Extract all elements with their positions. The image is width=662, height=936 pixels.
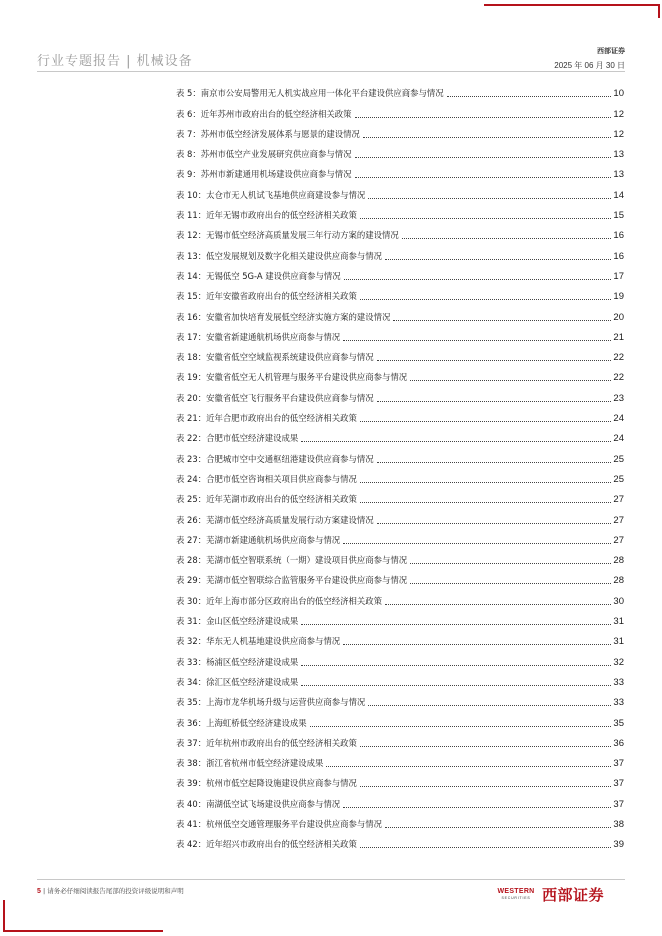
- toc-leader-dots: [355, 157, 612, 158]
- header-divider: [37, 71, 625, 72]
- toc-leader-dots: [447, 96, 612, 97]
- toc-entry-label: 表 35：上海市龙华机场升级与运营供应商参与情况: [176, 697, 366, 708]
- toc-entry-page: 33: [613, 676, 624, 688]
- report-date: 2025 年 06 月 30 日: [554, 61, 625, 70]
- toc-entry-page: 13: [613, 149, 624, 161]
- toc-entry-label: 表 9：苏州市新建通用机场建设供应商参与情况: [176, 169, 352, 180]
- toc-leader-dots: [385, 259, 611, 260]
- toc-entry[interactable]: [176, 505, 624, 525]
- toc-entry[interactable]: [176, 363, 624, 383]
- toc-entry[interactable]: [176, 668, 624, 688]
- toc-entry[interactable]: [176, 120, 624, 140]
- toc-entry[interactable]: [176, 729, 624, 749]
- toc-entry-label: 表 13：低空发展规划及数字化相关建设供应商参与情况: [176, 250, 382, 261]
- toc-leader-dots: [343, 543, 611, 544]
- toc-entry-page: 37: [613, 758, 624, 770]
- footer: [37, 886, 184, 895]
- header-brand: 西部证券: [597, 48, 625, 55]
- toc-entry[interactable]: [176, 241, 624, 261]
- footer-divider: [37, 879, 625, 880]
- table-of-contents: [176, 79, 624, 850]
- logo-english: WESTERN: [497, 887, 535, 895]
- toc-leader-dots: [363, 137, 612, 138]
- toc-entry-label: 表 30：近年上海市部分区政府出台的低空经济相关政策: [176, 595, 382, 606]
- toc-entry-page: 25: [613, 473, 624, 485]
- toc-entry[interactable]: [176, 830, 624, 850]
- toc-leader-dots: [410, 563, 611, 564]
- toc-entry-label: 表 7：苏州市低空经济发展体系与愿景的建设情况: [176, 128, 360, 139]
- toc-entry[interactable]: [176, 485, 624, 505]
- toc-entry-page: 28: [613, 575, 624, 587]
- toc-entry-page: 16: [613, 250, 624, 262]
- report-category: 行业专题报告 | 机械设备: [37, 54, 193, 69]
- toc-entry[interactable]: [176, 789, 624, 809]
- toc-leader-dots: [360, 502, 612, 503]
- toc-entry-page: 35: [613, 717, 624, 729]
- toc-entry[interactable]: [176, 383, 624, 403]
- toc-entry[interactable]: [176, 444, 624, 464]
- toc-entry-page: 37: [613, 798, 624, 810]
- toc-leader-dots: [301, 624, 611, 625]
- toc-leader-dots: [343, 644, 611, 645]
- toc-leader-dots: [344, 279, 612, 280]
- toc-entry-label: 表 11：近年无锡市政府出台的低空经济相关政策: [176, 210, 357, 221]
- toc-entry-label: 表 40：南湖低空试飞场建设供应商参与情况: [176, 798, 341, 809]
- toc-entry-page: 30: [613, 595, 624, 607]
- logo-english-sub: SECURITIES: [501, 895, 531, 900]
- toc-leader-dots: [377, 360, 612, 361]
- toc-entry[interactable]: [176, 180, 624, 200]
- toc-entry-label: 表 37：近年杭州市政府出台的低空经济相关政策: [176, 737, 357, 748]
- toc-leader-dots: [360, 786, 612, 787]
- toc-entry-page: 31: [613, 636, 624, 648]
- toc-leader-dots: [360, 746, 612, 747]
- toc-leader-dots: [368, 705, 611, 706]
- toc-leader-dots: [377, 462, 612, 463]
- toc-entry[interactable]: [176, 688, 624, 708]
- toc-entry-page: 25: [613, 453, 624, 465]
- toc-entry-page: 22: [613, 372, 624, 384]
- toc-entry-label: 表 42：近年绍兴市政府出台的低空经济相关政策: [176, 839, 357, 850]
- toc-leader-dots: [393, 320, 611, 321]
- page-number: 5: [37, 888, 41, 895]
- toc-entry-label: 表 22：合肥市低空经济建设成果: [176, 433, 299, 444]
- toc-entry-label: 表 23：合肥城市空中交通枢纽港建设供应商参与情况: [176, 453, 374, 464]
- toc-entry-label: 表 31：金山区低空经济建设成果: [176, 616, 299, 627]
- toc-entry-label: 表 17：安徽省新建通航机场供应商参与情况: [176, 331, 341, 342]
- toc-entry-label: 表 20：安徽省低空飞行服务平台建设供应商参与情况: [176, 392, 374, 403]
- toc-entry[interactable]: [176, 99, 624, 119]
- toc-entry-page: 27: [613, 514, 624, 526]
- toc-entry-label: 表 8：苏州市低空产业发展研究供应商参与情况: [176, 149, 352, 160]
- toc-leader-dots: [377, 523, 612, 524]
- toc-entry-label: 表 33：杨浦区低空经济建设成果: [176, 656, 299, 667]
- logo-mark: [494, 888, 538, 901]
- toc-leader-dots: [301, 441, 611, 442]
- toc-entry-page: 23: [613, 392, 624, 404]
- footer-separator: |: [42, 887, 46, 895]
- toc-leader-dots: [310, 726, 612, 727]
- top-corner-decoration: [484, 4, 660, 18]
- toc-entry-label: 表 24：合肥市低空咨询相关项目供应商参与情况: [176, 473, 357, 484]
- toc-entry[interactable]: [176, 302, 624, 322]
- toc-entry-label: 表 10：太仓市无人机试飞基地供应商建设参与情况: [176, 189, 366, 200]
- toc-leader-dots: [355, 117, 612, 118]
- toc-leader-dots: [326, 766, 611, 767]
- toc-entry-label: 表 36：上海虹桥低空经济建设成果: [176, 717, 307, 728]
- toc-entry[interactable]: [176, 566, 624, 586]
- header-meta: [554, 46, 625, 71]
- toc-leader-dots: [360, 482, 612, 483]
- toc-entry-label: 表 21：近年合肥市政府出台的低空经济相关政策: [176, 413, 357, 424]
- toc-leader-dots: [360, 299, 612, 300]
- toc-entry-page: 33: [613, 697, 624, 709]
- toc-entry-page: 31: [613, 616, 624, 628]
- toc-entry-page: 12: [613, 128, 624, 140]
- toc-entry[interactable]: [176, 810, 624, 830]
- toc-entry-page: 32: [613, 656, 624, 668]
- toc-entry-page: 24: [613, 433, 624, 445]
- toc-entry-page: 14: [613, 189, 624, 201]
- toc-entry[interactable]: [176, 586, 624, 606]
- toc-entry-page: 24: [613, 413, 624, 425]
- toc-entry[interactable]: [176, 160, 624, 180]
- toc-entry-label: 表 15：近年安徽省政府出台的低空经济相关政策: [176, 291, 357, 302]
- toc-entry-label: 表 41：杭州低空交通管理服务平台建设供应商参与情况: [176, 818, 382, 829]
- toc-entry-label: 表 5：南京市公安局警用无人机实战应用一体化平台建设供应商参与情况: [176, 88, 444, 99]
- toc-leader-dots: [385, 827, 611, 828]
- toc-entry[interactable]: [176, 221, 624, 241]
- toc-entry-page: 39: [613, 839, 624, 851]
- toc-entry[interactable]: [176, 749, 624, 769]
- toc-entry-page: 38: [613, 818, 624, 830]
- toc-leader-dots: [343, 807, 611, 808]
- toc-entry-label: 表 6：近年苏州市政府出台的低空经济相关政策: [176, 108, 352, 119]
- toc-entry[interactable]: [176, 343, 624, 363]
- toc-entry[interactable]: [176, 708, 624, 728]
- toc-entry[interactable]: [176, 647, 624, 667]
- toc-entry[interactable]: [176, 79, 624, 99]
- toc-leader-dots: [355, 177, 612, 178]
- toc-entry-page: 27: [613, 494, 624, 506]
- toc-entry[interactable]: [176, 546, 624, 566]
- toc-entry-label: 表 26：芜湖市低空经济高质量发展行动方案建设情况: [176, 514, 374, 525]
- toc-entry-page: 20: [613, 311, 624, 323]
- toc-entry-page: 19: [613, 291, 624, 303]
- toc-entry-page: 37: [613, 778, 624, 790]
- toc-entry[interactable]: [176, 627, 624, 647]
- toc-entry-label: 表 27：芜湖市新建通航机场供应商参与情况: [176, 534, 341, 545]
- toc-entry-label: 表 32：华东无人机基地建设供应商参与情况: [176, 636, 341, 647]
- toc-leader-dots: [360, 218, 612, 219]
- toc-entry[interactable]: [176, 201, 624, 221]
- toc-entry-page: 16: [613, 230, 624, 242]
- toc-entry[interactable]: [176, 424, 624, 444]
- toc-entry-label: 表 28：芜湖市低空智联系统（一期）建设项目供应商参与情况: [176, 555, 408, 566]
- toc-entry-page: 13: [613, 169, 624, 181]
- toc-entry[interactable]: [176, 282, 624, 302]
- toc-entry-label: 表 38：浙江省杭州市低空经济建设成果: [176, 758, 324, 769]
- toc-entry[interactable]: [176, 323, 624, 343]
- toc-entry-page: 22: [613, 352, 624, 364]
- toc-entry[interactable]: [176, 262, 624, 282]
- toc-leader-dots: [360, 421, 612, 422]
- toc-leader-dots: [385, 604, 611, 605]
- toc-entry-label: 表 29：芜湖市低空智联综合监管服务平台建设供应商参与情况: [176, 575, 408, 586]
- toc-entry-label: 表 19：安徽省低空无人机管理与服务平台建设供应商参与情况: [176, 372, 408, 383]
- toc-leader-dots: [402, 238, 612, 239]
- toc-entry-page: 36: [613, 737, 624, 749]
- toc-entry-label: 表 12：无锡市低空经济高质量发展三年行动方案的建设情况: [176, 230, 399, 241]
- toc-entry[interactable]: [176, 140, 624, 160]
- toc-entry-page: 28: [613, 555, 624, 567]
- toc-entry[interactable]: [176, 769, 624, 789]
- toc-entry-page: 27: [613, 534, 624, 546]
- toc-entry-page: 10: [613, 88, 624, 100]
- toc-entry[interactable]: [176, 404, 624, 424]
- company-logo: [494, 883, 626, 905]
- toc-leader-dots: [377, 401, 612, 402]
- toc-entry-label: 表 16：安徽省加快培育发展低空经济实施方案的建设情况: [176, 311, 391, 322]
- toc-entry-label: 表 34：徐汇区低空经济建设成果: [176, 676, 299, 687]
- toc-leader-dots: [410, 583, 611, 584]
- footer-disclaimer: 请务必仔细阅读报告尾部的投资评级说明和声明: [47, 887, 184, 895]
- toc-entry[interactable]: [176, 526, 624, 546]
- toc-leader-dots: [301, 665, 611, 666]
- toc-entry-label: 表 39：杭州市低空起降设施建设供应商参与情况: [176, 778, 357, 789]
- toc-entry-label: 表 14：无锡低空 5G-A 建设供应商参与情况: [176, 270, 341, 281]
- toc-entry-page: 21: [613, 331, 624, 343]
- toc-entry[interactable]: [176, 465, 624, 485]
- toc-leader-dots: [368, 198, 611, 199]
- toc-leader-dots: [360, 847, 612, 848]
- toc-leader-dots: [410, 380, 611, 381]
- bottom-corner-decoration: [3, 900, 163, 932]
- toc-entry-page: 15: [613, 210, 624, 222]
- toc-entry-page: 12: [613, 108, 624, 120]
- toc-entry-page: 17: [613, 270, 624, 282]
- toc-entry[interactable]: [176, 607, 624, 627]
- logo-chinese: 西部证券: [542, 885, 605, 904]
- toc-leader-dots: [343, 340, 611, 341]
- toc-entry-label: 表 25：近年芜湖市政府出台的低空经济相关政策: [176, 494, 357, 505]
- toc-leader-dots: [301, 685, 611, 686]
- toc-entry-label: 表 18：安徽省低空空域监视系统建设供应商参与情况: [176, 352, 374, 363]
